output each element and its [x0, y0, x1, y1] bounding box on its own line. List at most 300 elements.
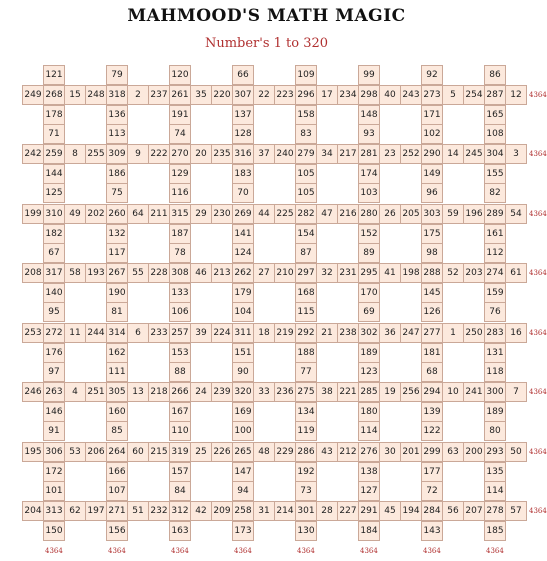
column-sum-label: 4364 [234, 547, 252, 555]
column-sum-label: 4364 [297, 547, 315, 555]
grid-cell: 229 [274, 442, 296, 462]
grid-cell: 313 [43, 501, 65, 521]
grid-cell: 132 [106, 224, 128, 244]
grid-cell: 104 [232, 302, 254, 322]
grid-cell: 114 [358, 421, 380, 441]
grid-cell: 67 [43, 243, 65, 263]
grid-cell: 49 [64, 204, 86, 224]
grid-cell: 10 [442, 382, 464, 402]
grid-cell: 63 [442, 442, 464, 462]
grid-cell: 25 [190, 442, 212, 462]
grid-cell: 77 [295, 362, 317, 382]
grid-cell: 180 [358, 402, 380, 422]
grid-cell: 128 [232, 124, 254, 144]
grid-cell: 61 [505, 263, 527, 283]
grid-cell: 209 [211, 501, 233, 521]
grid-cell: 199 [22, 204, 44, 224]
row-sum-label: 4364 [529, 388, 547, 396]
grid-cell: 204 [22, 501, 44, 521]
grid-cell: 158 [295, 105, 317, 125]
grid-cell: 5 [442, 85, 464, 105]
grid-cell: 196 [463, 204, 485, 224]
grid-cell: 203 [463, 263, 485, 283]
grid-cell: 149 [421, 164, 443, 184]
grid-cell: 257 [169, 323, 191, 343]
grid-cell: 155 [484, 164, 506, 184]
grid-cell: 107 [106, 481, 128, 501]
grid-cell: 91 [43, 421, 65, 441]
grid-cell: 159 [484, 283, 506, 303]
grid-cell: 302 [358, 323, 380, 343]
grid-cell: 57 [505, 501, 527, 521]
grid-cell: 62 [64, 501, 86, 521]
column-sum-label: 4364 [171, 547, 189, 555]
grid-cell: 250 [463, 323, 485, 343]
grid-cell: 272 [43, 323, 65, 343]
column-sum-label: 4364 [423, 547, 441, 555]
grid-cell: 308 [169, 263, 191, 283]
grid-cell: 297 [295, 263, 317, 283]
grid-cell: 56 [442, 501, 464, 521]
grid-cell: 8 [64, 144, 86, 164]
grid-cell: 17 [316, 85, 338, 105]
grid-cell: 93 [358, 124, 380, 144]
page-title: MAHMOOD'S MATH MAGIC [127, 6, 406, 26]
grid-cell: 11 [64, 323, 86, 343]
grid-cell: 259 [43, 144, 65, 164]
grid-cell: 166 [106, 462, 128, 482]
grid-cell: 120 [169, 65, 191, 85]
grid-cell: 15 [64, 85, 86, 105]
grid-cell: 94 [232, 481, 254, 501]
grid-cell: 264 [106, 442, 128, 462]
grid-cell: 161 [484, 224, 506, 244]
grid-cell: 238 [337, 323, 359, 343]
grid-cell: 171 [421, 105, 443, 125]
grid-cell: 34 [316, 144, 338, 164]
grid-cell: 175 [421, 224, 443, 244]
grid-cell: 165 [484, 105, 506, 125]
grid-cell: 276 [358, 442, 380, 462]
row-sum-label: 4364 [529, 448, 547, 456]
grid-cell: 24 [190, 382, 212, 402]
grid-cell: 23 [379, 144, 401, 164]
grid-cell: 85 [106, 421, 128, 441]
grid-cell: 137 [232, 105, 254, 125]
grid-cell: 216 [337, 204, 359, 224]
grid-cell: 98 [421, 243, 443, 263]
grid-cell: 99 [358, 65, 380, 85]
grid-cell: 235 [211, 144, 233, 164]
grid-cell: 275 [295, 382, 317, 402]
grid-cell: 189 [484, 402, 506, 422]
grid-cell: 110 [169, 421, 191, 441]
grid-cell: 75 [106, 183, 128, 203]
grid-cell: 101 [43, 481, 65, 501]
grid-cell: 78 [169, 243, 191, 263]
grid-cell: 176 [43, 343, 65, 363]
grid-cell: 211 [148, 204, 170, 224]
grid-cell: 207 [463, 501, 485, 521]
grid-cell: 111 [106, 362, 128, 382]
grid-cell: 245 [463, 144, 485, 164]
grid-cell: 76 [484, 302, 506, 322]
grid-cell: 147 [232, 462, 254, 482]
grid-cell: 240 [274, 144, 296, 164]
grid-cell: 239 [211, 382, 233, 402]
grid-cell: 226 [211, 442, 233, 462]
grid-cell: 247 [400, 323, 422, 343]
grid-cell: 53 [64, 442, 86, 462]
grid-cell: 241 [463, 382, 485, 402]
grid-cell: 124 [232, 243, 254, 263]
grid-cell: 79 [106, 65, 128, 85]
grid-cell: 309 [106, 144, 128, 164]
grid-cell: 14 [442, 144, 464, 164]
grid-cell: 113 [106, 124, 128, 144]
grid-cell: 108 [484, 124, 506, 144]
grid-cell: 38 [316, 382, 338, 402]
grid-cell: 88 [169, 362, 191, 382]
grid-cell: 231 [337, 263, 359, 283]
grid-cell: 117 [106, 243, 128, 263]
grid-cell: 224 [211, 323, 233, 343]
grid-cell: 306 [43, 442, 65, 462]
column-sum-label: 4364 [360, 547, 378, 555]
grid-cell: 256 [400, 382, 422, 402]
grid-cell: 220 [211, 85, 233, 105]
grid-cell: 255 [85, 144, 107, 164]
grid-cell: 3 [505, 144, 527, 164]
grid-cell: 163 [169, 521, 191, 541]
row-sum-label: 4364 [529, 91, 547, 99]
grid-cell: 146 [43, 402, 65, 422]
grid-cell: 301 [295, 501, 317, 521]
grid-cell: 182 [43, 224, 65, 244]
grid-cell: 210 [274, 263, 296, 283]
grid-cell: 318 [106, 85, 128, 105]
grid-cell: 205 [400, 204, 422, 224]
grid-cell: 236 [274, 382, 296, 402]
grid-cell: 6 [127, 323, 149, 343]
grid-cell: 170 [358, 283, 380, 303]
grid-cell: 22 [253, 85, 275, 105]
grid-cell: 116 [169, 183, 191, 203]
grid-cell: 84 [169, 481, 191, 501]
grid-cell: 168 [295, 283, 317, 303]
grid-cell: 105 [295, 164, 317, 184]
grid-cell: 260 [106, 204, 128, 224]
grid-cell: 206 [85, 442, 107, 462]
grid-cell: 234 [337, 85, 359, 105]
grid-cell: 52 [442, 263, 464, 283]
grid-cell: 127 [358, 481, 380, 501]
grid-cell: 70 [232, 183, 254, 203]
grid-cell: 293 [484, 442, 506, 462]
grid-cell: 89 [358, 243, 380, 263]
grid-cell: 114 [484, 481, 506, 501]
grid-cell: 246 [22, 382, 44, 402]
grid-cell: 134 [295, 402, 317, 422]
grid-cell: 82 [484, 183, 506, 203]
grid-cell: 140 [43, 283, 65, 303]
grid-cell: 242 [22, 144, 44, 164]
grid-cell: 191 [169, 105, 191, 125]
grid-cell: 286 [295, 442, 317, 462]
grid-cell: 144 [43, 164, 65, 184]
grid-cell: 90 [232, 362, 254, 382]
grid-cell: 153 [169, 343, 191, 363]
grid-cell: 184 [358, 521, 380, 541]
grid-cell: 198 [400, 263, 422, 283]
grid-cell: 193 [85, 263, 107, 283]
grid-cell: 106 [169, 302, 191, 322]
grid-cell: 150 [43, 521, 65, 541]
grid-cell: 105 [295, 183, 317, 203]
grid-cell: 274 [484, 263, 506, 283]
grid-cell: 258 [232, 501, 254, 521]
grid-cell: 130 [295, 521, 317, 541]
grid-cell: 97 [43, 362, 65, 382]
grid-cell: 244 [85, 323, 107, 343]
grid-cell: 31 [253, 501, 275, 521]
grid-cell: 83 [295, 124, 317, 144]
grid-cell: 227 [337, 501, 359, 521]
grid-cell: 27 [253, 263, 275, 283]
grid-cell: 228 [148, 263, 170, 283]
grid-cell: 230 [211, 204, 233, 224]
grid-cell: 208 [22, 263, 44, 283]
grid-cell: 160 [106, 402, 128, 422]
grid-cell: 148 [358, 105, 380, 125]
grid-cell: 37 [253, 144, 275, 164]
grid-cell: 269 [232, 204, 254, 224]
grid-cell: 213 [211, 263, 233, 283]
grid-cell: 47 [316, 204, 338, 224]
grid-cell: 262 [232, 263, 254, 283]
grid-cell: 273 [421, 85, 443, 105]
grid-cell: 74 [169, 124, 191, 144]
grid-cell: 145 [421, 283, 443, 303]
grid-cell: 42 [190, 501, 212, 521]
grid-cell: 46 [190, 263, 212, 283]
grid-cell: 311 [232, 323, 254, 343]
grid-cell: 18 [253, 323, 275, 343]
grid-cell: 19 [379, 382, 401, 402]
grid-cell: 190 [106, 283, 128, 303]
row-sum-label: 4364 [529, 210, 547, 218]
grid-cell: 95 [43, 302, 65, 322]
row-sum-label: 4364 [529, 507, 547, 515]
grid-cell: 192 [295, 462, 317, 482]
grid-cell: 35 [190, 85, 212, 105]
grid-cell: 16 [505, 323, 527, 343]
grid-cell: 252 [400, 144, 422, 164]
grid-cell: 121 [43, 65, 65, 85]
grid-cell: 185 [484, 521, 506, 541]
grid-cell: 233 [148, 323, 170, 343]
grid-cell: 135 [484, 462, 506, 482]
grid-cell: 225 [274, 204, 296, 224]
grid-cell: 303 [421, 204, 443, 224]
grid-cell: 183 [232, 164, 254, 184]
grid-cell: 295 [358, 263, 380, 283]
grid-cell: 29 [190, 204, 212, 224]
grid-cell: 71 [43, 124, 65, 144]
grid-cell: 172 [43, 462, 65, 482]
grid-cell: 96 [421, 183, 443, 203]
grid-cell: 4 [64, 382, 86, 402]
grid-cell: 143 [421, 521, 443, 541]
grid-cell: 100 [232, 421, 254, 441]
grid-cell: 261 [169, 85, 191, 105]
grid-cell: 290 [421, 144, 443, 164]
grid-cell: 156 [106, 521, 128, 541]
grid-cell: 28 [316, 501, 338, 521]
grid-cell: 177 [421, 462, 443, 482]
grid-cell: 319 [169, 442, 191, 462]
grid-cell: 136 [106, 105, 128, 125]
grid-cell: 43 [316, 442, 338, 462]
grid-cell: 251 [85, 382, 107, 402]
grid-cell: 33 [253, 382, 275, 402]
grid-cell: 64 [127, 204, 149, 224]
grid-cell: 60 [127, 442, 149, 462]
grid-cell: 154 [295, 224, 317, 244]
grid-cell: 131 [484, 343, 506, 363]
grid-cell: 284 [421, 501, 443, 521]
grid-cell: 291 [358, 501, 380, 521]
grid-cell: 223 [274, 85, 296, 105]
grid-cell: 214 [274, 501, 296, 521]
grid-cell: 81 [106, 302, 128, 322]
grid-cell: 50 [505, 442, 527, 462]
row-sum-label: 4364 [529, 269, 547, 277]
grid-cell: 20 [190, 144, 212, 164]
grid-cell: 45 [379, 501, 401, 521]
grid-cell: 278 [484, 501, 506, 521]
grid-cell: 186 [106, 164, 128, 184]
grid-cell: 289 [484, 204, 506, 224]
grid-cell: 68 [421, 362, 443, 382]
grid-cell: 21 [316, 323, 338, 343]
grid-cell: 219 [274, 323, 296, 343]
grid-cell: 279 [295, 144, 317, 164]
column-sum-label: 4364 [486, 547, 504, 555]
grid-cell: 253 [22, 323, 44, 343]
grid-cell: 69 [358, 302, 380, 322]
grid-cell: 292 [295, 323, 317, 343]
grid-cell: 194 [400, 501, 422, 521]
grid-cell: 312 [169, 501, 191, 521]
grid-cell: 201 [400, 442, 422, 462]
grid-cell: 80 [484, 421, 506, 441]
grid-cell: 72 [421, 481, 443, 501]
grid-cell: 200 [463, 442, 485, 462]
grid-cell: 115 [295, 302, 317, 322]
grid-cell: 314 [106, 323, 128, 343]
grid-cell: 316 [232, 144, 254, 164]
grid-cell: 86 [484, 65, 506, 85]
grid-cell: 188 [295, 343, 317, 363]
grid-cell: 32 [316, 263, 338, 283]
grid-cell: 179 [232, 283, 254, 303]
grid-cell: 7 [505, 382, 527, 402]
grid-cell: 178 [43, 105, 65, 125]
grid-cell: 125 [43, 183, 65, 203]
grid-cell: 2 [127, 85, 149, 105]
grid-cell: 218 [148, 382, 170, 402]
grid-cell: 288 [421, 263, 443, 283]
grid-cell: 1 [442, 323, 464, 343]
grid-cell: 266 [169, 382, 191, 402]
grid-cell: 320 [232, 382, 254, 402]
grid-cell: 109 [295, 65, 317, 85]
grid-cell: 267 [106, 263, 128, 283]
grid-cell: 254 [463, 85, 485, 105]
grid-cell: 112 [484, 243, 506, 263]
grid-cell: 9 [127, 144, 149, 164]
grid-cell: 162 [106, 343, 128, 363]
row-sum-label: 4364 [529, 150, 547, 158]
grid-cell: 44 [253, 204, 275, 224]
grid-cell: 317 [43, 263, 65, 283]
grid-cell: 270 [169, 144, 191, 164]
grid-cell: 189 [358, 343, 380, 363]
grid-cell: 197 [85, 501, 107, 521]
grid-cell: 305 [106, 382, 128, 402]
grid-cell: 181 [421, 343, 443, 363]
grid-cell: 299 [421, 442, 443, 462]
grid-cell: 54 [505, 204, 527, 224]
grid-cell: 152 [358, 224, 380, 244]
grid-cell: 12 [505, 85, 527, 105]
grid-cell: 298 [358, 85, 380, 105]
grid-cell: 141 [232, 224, 254, 244]
grid-cell: 167 [169, 402, 191, 422]
grid-cell: 315 [169, 204, 191, 224]
page-subtitle: Number's 1 to 320 [204, 36, 329, 51]
grid-cell: 173 [232, 521, 254, 541]
grid-cell: 268 [43, 85, 65, 105]
grid-cell: 243 [400, 85, 422, 105]
grid-cell: 283 [484, 323, 506, 343]
grid-cell: 123 [358, 362, 380, 382]
grid-cell: 39 [190, 323, 212, 343]
grid-cell: 249 [22, 85, 44, 105]
grid-cell: 212 [337, 442, 359, 462]
grid-cell: 92 [421, 65, 443, 85]
grid-cell: 122 [421, 421, 443, 441]
grid-cell: 271 [106, 501, 128, 521]
grid-cell: 66 [232, 65, 254, 85]
grid-cell: 217 [337, 144, 359, 164]
grid-cell: 103 [358, 183, 380, 203]
grid-cell: 51 [127, 501, 149, 521]
grid-cell: 13 [127, 382, 149, 402]
grid-cell: 195 [22, 442, 44, 462]
grid-cell: 187 [169, 224, 191, 244]
grid-cell: 126 [421, 302, 443, 322]
grid-cell: 36 [379, 323, 401, 343]
grid-cell: 129 [169, 164, 191, 184]
grid-cell: 263 [43, 382, 65, 402]
grid-cell: 40 [379, 85, 401, 105]
grid-cell: 169 [232, 402, 254, 422]
grid-cell: 248 [85, 85, 107, 105]
grid-cell: 281 [358, 144, 380, 164]
column-sum-label: 4364 [108, 547, 126, 555]
